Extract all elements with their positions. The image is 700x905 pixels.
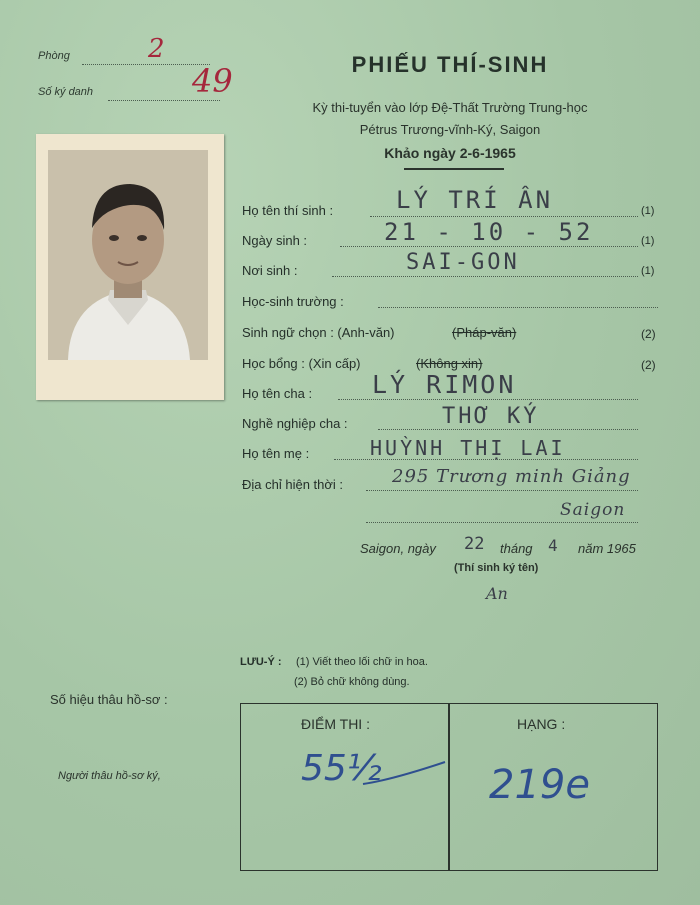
rank-value: 219e [489,762,590,808]
field-dotline [332,276,638,277]
score-flourish [361,758,447,788]
subtitle-line-3: Khảo ngày 2-6-1965 [384,145,516,161]
candidate-number-value: 49 [192,62,233,100]
date-place: Saigon, ngày [360,541,436,556]
field-label: Họ tên thí sinh : [242,203,334,218]
note-2: (2) Bỏ chữ không dùng. [294,676,410,688]
grade-divider [448,704,450,870]
grade-box [240,703,658,871]
field-dotline [370,216,638,217]
score-label: ĐIỂM THI : [301,716,370,732]
receiver-signature-label: Người thâu hồ-sơ ký, [58,770,161,782]
field-value: 295 Trương minh Giảng [392,466,631,487]
date-month-label: tháng [500,541,533,556]
room-value: 2 [148,34,165,64]
field-label: Ngày sinh : [242,233,308,248]
score-value: 55½ [301,748,382,789]
page-title: PHIẾU THÍ-SINH [351,52,549,77]
notes-heading: LƯU-Ý : [240,656,282,668]
field-dotline [378,307,658,308]
field-value-struck: (Không xin) [416,356,483,371]
rank-label: HẠNG : [517,716,566,732]
field-value: LÝ RIMON [372,370,517,399]
field-dotline-2 [366,522,638,523]
candidate-signature: An [486,584,508,603]
date-month: 4 [548,536,558,555]
field-label: Học bổng : (Xin cấp) [242,356,361,371]
field-value: 21 - 10 - 52 [384,218,594,246]
field-label: Sinh ngữ chọn : (Anh-văn) [242,325,395,340]
title-rule [404,168,504,170]
field-note: (1) [641,265,655,277]
field-dotline [378,429,638,430]
candidate-photo [48,150,208,360]
date-day: 22 [464,534,485,554]
field-label: Học-sinh trường : [242,294,344,309]
field-dotline [340,246,638,247]
field-value: HUỲNH THỊ LAI [370,436,566,460]
field-value: SAI-GON [406,250,520,275]
field-dotline [338,399,638,400]
field-dotline [366,490,638,491]
field-note: (1) [641,205,655,217]
field-value-2: Saigon [560,500,626,520]
field-value-struck: (Pháp-văn) [452,325,517,340]
room-label: Phòng [38,50,70,62]
candidate-number-label: Số ký danh [38,86,94,98]
field-label: Họ tên mẹ : [242,446,310,461]
sign-caption: (Thí sinh ký tên) [454,562,539,574]
field-label: Họ tên cha : [242,386,313,401]
subtitle-line-2: Pétrus Trương-vĩnh-Ký, Saigon [359,122,541,137]
field-value: THƠ KÝ [442,404,540,429]
field-label: Nghề nghiệp cha : [242,416,348,431]
note-1: (1) Viết theo lối chữ in hoa. [296,656,428,668]
candidate-photo-frame [36,134,224,400]
date-year: năm 1965 [578,541,636,556]
field-label: Địa chỉ hiện thời : [242,477,344,492]
room-dotline [82,64,210,65]
field-note: (2) [641,327,656,341]
file-number-label: Số hiệu thâu hồ-sơ : [50,692,168,707]
subtitle-line-1: Kỳ thi-tuyển vào lớp Đệ-Thất Trường Trung-học [312,100,588,115]
candidate-number-dotline [108,100,220,101]
field-label: Nơi sinh : [242,263,298,278]
field-note: (1) [641,235,655,247]
portrait-illustration [48,150,208,360]
field-note: (2) [641,358,656,372]
field-value: LÝ TRÍ ÂN [396,186,554,214]
